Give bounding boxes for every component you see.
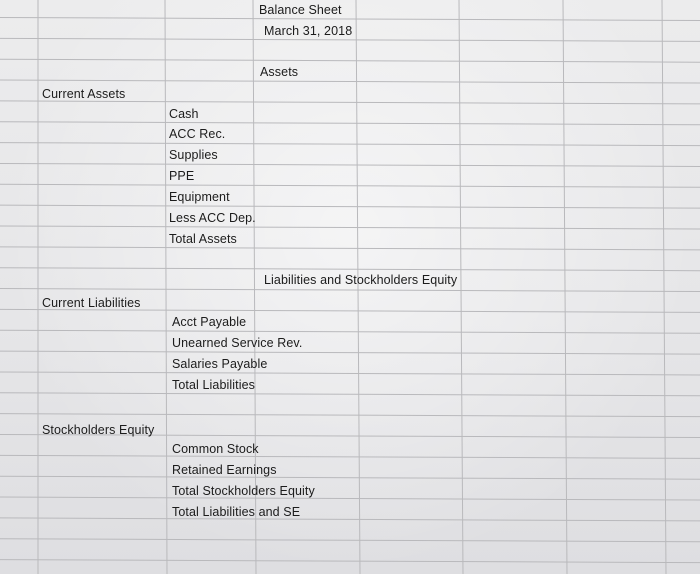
grid-column-line (662, 0, 666, 574)
grid-row-line (0, 18, 700, 21)
grid-row-line (0, 455, 700, 458)
grid-row-line (0, 184, 700, 187)
grid-row-line (0, 330, 700, 333)
asset-row-supplies: Supplies (169, 148, 218, 162)
grid-row-line (0, 518, 700, 521)
grid-column-line (563, 0, 567, 574)
sheet-title: Balance Sheet (259, 3, 342, 17)
grid-row-line (0, 80, 700, 83)
grid-row-line (0, 351, 700, 354)
equity-row-total-liabilities-and-se: Total Liabilities and SE (172, 505, 301, 519)
grid-row-line (0, 497, 700, 500)
liability-row-total-liabilities: Total Liabilities (172, 378, 255, 392)
grid-row-line (0, 205, 700, 208)
grid-row-line (0, 122, 700, 125)
grid-row-line (0, 372, 700, 375)
grid-row-line (0, 38, 700, 41)
assets-section-title: Assets (260, 65, 299, 79)
sheet-date: March 31, 2018 (264, 24, 353, 38)
equity-row-common-stock: Common Stock (172, 442, 259, 456)
grid-row-line (0, 163, 700, 166)
liability-row-unearned-service-rev: Unearned Service Rev. (172, 336, 303, 350)
grid-row-line (0, 393, 700, 396)
current-assets-label: Current Assets (42, 87, 126, 101)
grid-row-line (0, 59, 700, 62)
asset-row-less-acc-dep: Less ACC Dep. (169, 211, 256, 225)
asset-row-total-assets: Total Assets (169, 232, 237, 246)
grid-row-line (0, 560, 700, 563)
equity-row-total-stockholders-equity: Total Stockholders Equity (172, 484, 315, 498)
current-liabilities-label: Current Liabilities (42, 296, 141, 310)
liabilities-equity-section-title: Liabilities and Stockholders Equity (264, 273, 458, 287)
grid-row-line (0, 143, 700, 146)
equity-row-retained-earnings: Retained Earnings (172, 463, 277, 477)
asset-row-acc-rec: ACC Rec. (169, 127, 226, 141)
grid-row-line (0, 247, 700, 250)
liability-row-salaries-payable: Salaries Payable (172, 357, 268, 371)
stockholders-equity-label: Stockholders Equity (42, 423, 155, 437)
grid-column-line (356, 0, 360, 574)
grid-column-line (459, 0, 463, 574)
grid-column-line (165, 0, 167, 574)
grid-row-line (0, 476, 700, 479)
grid-row-line (0, 226, 700, 229)
grid-row-line (0, 289, 700, 292)
grid-row-line (0, 414, 700, 417)
grid-row-line (0, 539, 700, 542)
grid-row-line (0, 101, 700, 104)
asset-row-equipment: Equipment (169, 190, 230, 204)
liability-row-acct-payable: Acct Payable (172, 315, 247, 329)
asset-row-ppe: PPE (169, 169, 195, 183)
grid-row-line (0, 268, 700, 271)
asset-row-cash: Cash (169, 107, 199, 121)
